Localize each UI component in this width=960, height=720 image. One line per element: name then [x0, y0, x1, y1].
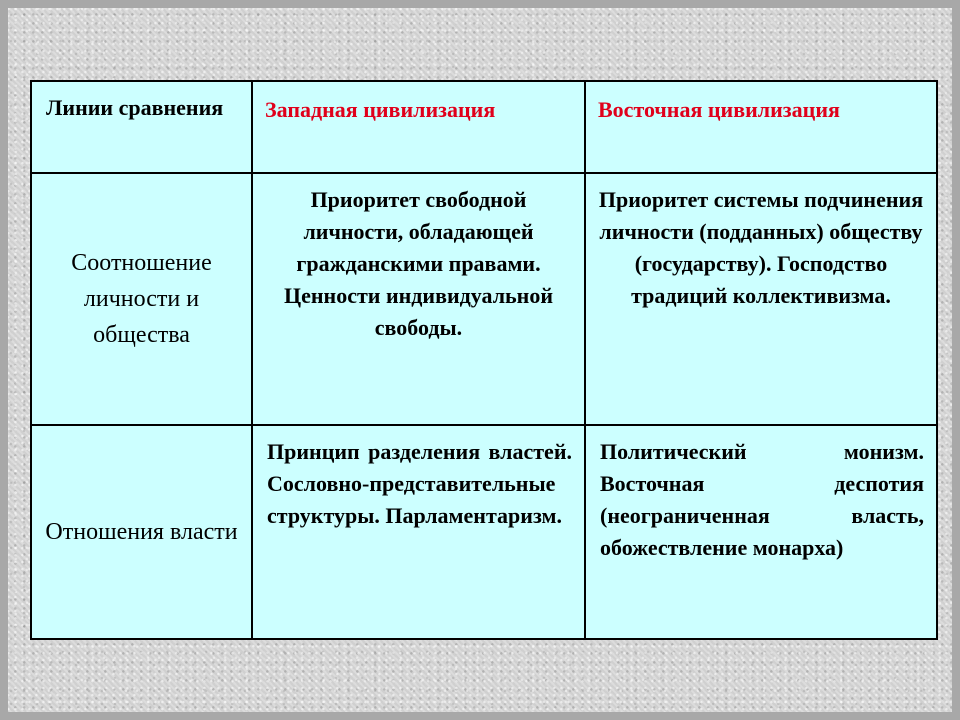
header-comparison-lines: Линии сравнения [31, 81, 252, 173]
cell-west-power-relations: Принцип разделения властей. Сословно-представительные структуры. Парламентаризм. [252, 425, 585, 639]
comparison-table [30, 80, 938, 640]
header-western-civilization: Западная цивилизация [252, 81, 585, 173]
cell-east-power-relations: Политический монизм. Восточная деспотия (неограниченная власть, обожествление монарха) [585, 425, 937, 639]
table-header-row [31, 81, 937, 173]
cell-west-individual-society: Приоритет свободной личности, обладающей гражданскими правами. Ценности индивидуальной свободы. [252, 173, 585, 425]
cell-east-individual-society: Приоритет системы подчинения личности (подданных) обществу (государству). Господство традиций коллективизма. [585, 173, 937, 425]
row-title-individual-society: Соотношение личности и общества [31, 173, 252, 425]
table-row [31, 173, 937, 425]
row-title-power-relations: Отношения власти [31, 425, 252, 639]
table-row [31, 425, 937, 639]
header-eastern-civilization: Восточная цивилизация [585, 81, 937, 173]
